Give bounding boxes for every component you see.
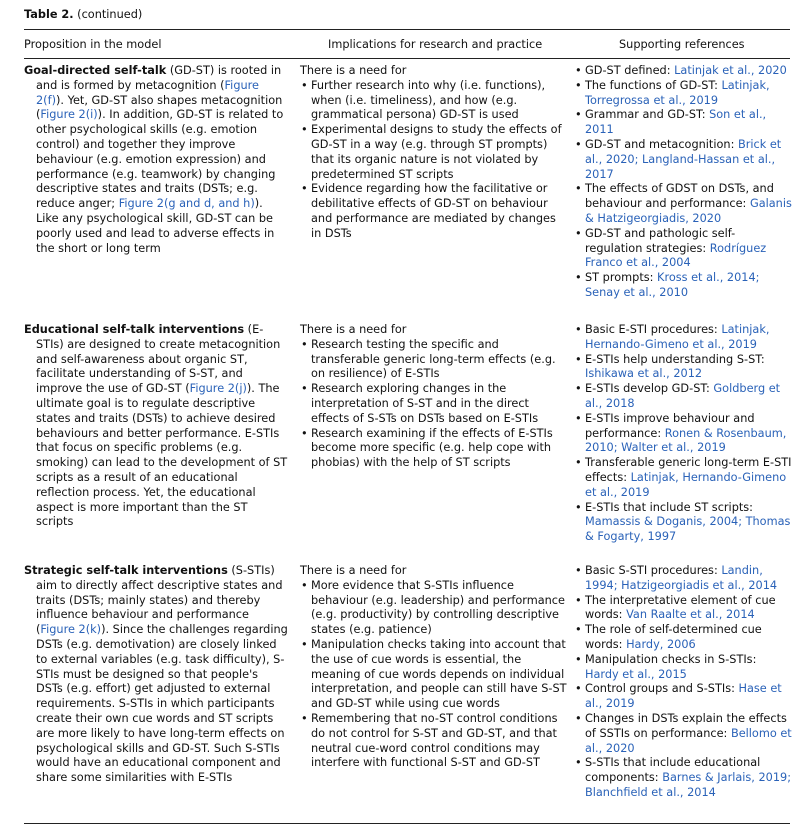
- citation-link[interactable]: Son et al., 2011: [585, 108, 767, 137]
- reference-item: [574, 712, 792, 756]
- implications-item: • Remembering that no-ST control conditions do not control for S-ST and GD-ST, and that neutral cue-word control conditions may interfere with functional S-ST and GD-ST: [300, 712, 568, 771]
- reference-item: [574, 653, 792, 683]
- reference-item: [574, 501, 792, 545]
- implications-cell: [300, 64, 568, 242]
- citation-link[interactable]: Brick et al., 2020; Langland-Hassan et al., 2017: [585, 137, 782, 181]
- reference-topic: GD-ST and metacognition:: [585, 137, 738, 151]
- proposition-title: Goal-directed self-talk: [24, 64, 167, 77]
- reference-topic: E-STIs help understanding S-ST:: [585, 352, 765, 366]
- table-label: Table 2.: [24, 8, 74, 21]
- reference-topic: The role of self-determined cue words:: [585, 623, 762, 651]
- implications-item: • Evidence regarding how the facilitative or debilitative effects of GD-ST on behaviour and performance are mediated by changes in DSTs: [300, 182, 568, 241]
- implications-list: [300, 338, 568, 471]
- reference-item: [574, 271, 792, 301]
- reference-topic: E-STIs that include ST scripts:: [585, 500, 753, 514]
- bottom-rule: [24, 823, 790, 824]
- proposition-cell: [24, 323, 288, 530]
- figure-link[interactable]: Figure 2(i): [40, 108, 98, 122]
- figure-link[interactable]: Figure 2(j): [189, 382, 247, 396]
- citation-link[interactable]: Hardy et al., 2015: [585, 667, 687, 681]
- proposition-text: [24, 564, 288, 786]
- proposition-text: [24, 323, 288, 530]
- table-caption-text: (continued): [77, 8, 143, 21]
- reference-topic: Basic E-STI procedures:: [585, 323, 722, 336]
- citation-link[interactable]: Mamassis & Doganis, 2004; Thomas & Fogarty, 1997: [585, 515, 791, 544]
- implications-list: [300, 79, 568, 242]
- implications-item: • Research exploring changes in the interpretation of S-ST and in the direct effects of S-STs on DSTs based on E-STIs: [300, 382, 568, 426]
- implications-cell: [300, 564, 568, 771]
- implications-item: • Experimental designs to study the effects of GD-ST in a way (e.g. through ST prompts) that its organic nature is not violated by predetermined ST scripts: [300, 123, 568, 182]
- implications-intro: There is a need for: [300, 323, 407, 336]
- references-cell: [574, 323, 792, 545]
- proposition-text: [24, 64, 288, 256]
- reference-topic: The interpretative element of cue words:: [585, 593, 776, 622]
- implications-item: • Further research into why (i.e. functions), when (i.e. timeliness), and how (e.g. grammatical persona) GD-ST is used: [300, 79, 568, 123]
- citation-link[interactable]: Latinjak et al., 2020: [674, 64, 787, 77]
- implications-intro: There is a need for: [300, 564, 407, 577]
- reference-topic: Control groups and S-STIs:: [585, 682, 739, 696]
- reference-item: [574, 756, 792, 800]
- citation-link[interactable]: Latinjak, Hernando-Gimeno et al., 2019: [585, 323, 770, 351]
- proposition-segment: ). Since the challenges regarding DSTs (e.g. demotivation) are closely linked to external variables (e.g. task difficulty), S-STIs must be designed so that people's DSTs (e.g. effort) get adjusted to external requirements. S-STIs in which participants create their own cue words and ST scripts are more likely to have long-term effects on psychological skills and GD-ST. Such S-STIs would have an educational component and share some similarities with E-STIs: [36, 623, 288, 785]
- figure-link[interactable]: Figure 2(f): [36, 78, 259, 107]
- citation-link[interactable]: Latinjak, Torregrossa et al., 2019: [585, 78, 770, 107]
- table-caption: [24, 8, 142, 21]
- reference-topic: Changes in DSTs explain the effects of SSTIs on performance:: [585, 711, 787, 740]
- reference-topic: GD-ST and pathologic self-regulation strategies:: [585, 226, 736, 255]
- implications-intro: There is a need for: [300, 64, 407, 77]
- proposition-cell: [24, 564, 288, 786]
- reference-item: [574, 182, 792, 226]
- reference-item: [574, 594, 792, 624]
- citation-link[interactable]: Hardy, 2006: [626, 637, 696, 651]
- reference-item: [574, 64, 792, 79]
- references-list: [574, 323, 792, 545]
- references-cell: [574, 564, 792, 801]
- reference-topic: Transferable generic long-term E-STI effects:: [585, 456, 792, 484]
- reference-item: [574, 323, 792, 353]
- citation-link[interactable]: Kross et al., 2014; Senay et al., 2010: [585, 271, 760, 299]
- references-list: [574, 564, 792, 801]
- proposition-segment: ). In addition, GD-ST is related to other psychological skills (e.g. emotion control) and together they improve behaviour (e.g. emotion expression) and performance (e.g. teamwork) by changing descriptive states and traits (DSTs; e.g. reduce anger;: [36, 108, 284, 211]
- reference-topic: Basic S-STI procedures:: [585, 564, 722, 577]
- citation-link[interactable]: Galanis & Hatzigeorgiadis, 2020: [585, 197, 792, 225]
- citation-link[interactable]: Ronen & Rosenbaum, 2010; Walter et al., 2019: [585, 426, 787, 455]
- references-cell: [574, 64, 792, 301]
- reference-item: [574, 138, 792, 182]
- header-implications: Implications for research and practice: [328, 38, 543, 51]
- implications-item: • Manipulation checks taking into account that the use of cue words is essential, the meaning of cue words depends on individual interpretation, and people can still have S-ST and GD-ST while using cue words: [300, 638, 568, 712]
- implications-cell: [300, 323, 568, 471]
- figure-link[interactable]: Figure 2(g and d, and h): [118, 197, 255, 211]
- reference-topic: E-STIs develop GD-ST:: [585, 382, 714, 396]
- reference-item: [574, 382, 792, 412]
- reference-item: [574, 623, 792, 653]
- citation-link[interactable]: Bellomo et al., 2020: [585, 726, 792, 755]
- header-proposition: Proposition in the model: [24, 38, 162, 51]
- reference-item: [574, 353, 792, 383]
- proposition-segment: (GD-ST) is rooted in and is formed by metacognition (: [36, 64, 282, 92]
- implications-item: • Research testing the specific and transferable generic long-term effects (e.g. on resilience) of E-STIs: [300, 338, 568, 382]
- header-references: Supporting references: [619, 38, 745, 51]
- citation-link[interactable]: Ishikawa et al., 2012: [585, 367, 703, 381]
- proposition-title: Strategic self-talk interventions: [24, 564, 228, 577]
- figure-link[interactable]: Figure 2(k): [40, 623, 102, 637]
- proposition-segment: (E-STIs) are designed to create metacognition and self-awareness about organic ST, facilitate understanding of S-ST, and improve the use of GD-ST (: [36, 323, 281, 396]
- implications-item: • More evidence that S-STIs influence behaviour (e.g. leadership) and performance (e.g. productivity) by controlling descriptive states (e.g. patience): [300, 579, 568, 638]
- citation-link[interactable]: Barnes & Jarlais, 2019; Blanchfield et al., 2014: [585, 771, 792, 799]
- reference-item: [574, 108, 792, 138]
- references-list: [574, 64, 792, 301]
- reference-item: [574, 227, 792, 271]
- citation-link[interactable]: Hase et al., 2019: [585, 682, 782, 711]
- reference-item: [574, 564, 792, 594]
- citation-link[interactable]: Rodríguez Franco et al., 2004: [585, 241, 767, 270]
- citation-link[interactable]: Landin, 1994; Hatzigeorgiadis et al., 2014: [585, 564, 778, 592]
- citation-link[interactable]: Goldberg et al., 2018: [585, 382, 781, 410]
- proposition-cell: [24, 64, 288, 256]
- citation-link[interactable]: Latinjak, Hernando-Gimeno et al., 2019: [585, 470, 787, 499]
- proposition-segment: ). The ultimate goal is to regulate descriptive states and traits (DSTs) to achieve desired behaviours and better performance. E-STIs that focus on specific problems (e.g. smoking) can lead to the development of ST scripts as a result of an educational reflection process. Yet, the educational aspect is more important than the ST scripts: [36, 382, 288, 529]
- reference-topic: E-STIs improve behaviour and performance:: [585, 411, 755, 440]
- implications-item: • Research examining if the effects of E-STIs become more specific (e.g. help cope with phobias) with the help of ST scripts: [300, 427, 568, 471]
- reference-item: [574, 79, 792, 109]
- top-rule: [24, 29, 790, 30]
- proposition-segment: (S-STIs) aim to directly affect descriptive states and traits (DSTs; mainly states) and thereby influence behaviour and performance (: [36, 564, 283, 637]
- reference-topic: S-STIs that include educational components:: [585, 756, 761, 785]
- reference-topic: GD-ST defined:: [585, 64, 675, 77]
- citation-link[interactable]: Van Raalte et al., 2014: [626, 608, 755, 622]
- reference-topic: Grammar and GD-ST:: [585, 108, 710, 122]
- proposition-segment: ). Yet, GD-ST also shapes metacognition (: [36, 93, 283, 122]
- reference-item: [574, 456, 792, 500]
- reference-topic: Manipulation checks in S-STIs:: [585, 652, 757, 666]
- proposition-segment: ). Like any psychological skill, GD-ST can be poorly used and lead to adverse effects in the short or long term: [36, 197, 275, 255]
- reference-topic: The functions of GD-ST:: [585, 78, 722, 92]
- reference-topic: The effects of GDST on DSTs, and behaviour and performance:: [585, 182, 774, 211]
- implications-list: [300, 579, 568, 771]
- proposition-title: Educational self-talk interventions: [24, 323, 245, 336]
- reference-topic: ST prompts:: [585, 271, 658, 285]
- header-rule: [24, 58, 790, 59]
- reference-item: [574, 682, 792, 712]
- reference-item: [574, 412, 792, 456]
